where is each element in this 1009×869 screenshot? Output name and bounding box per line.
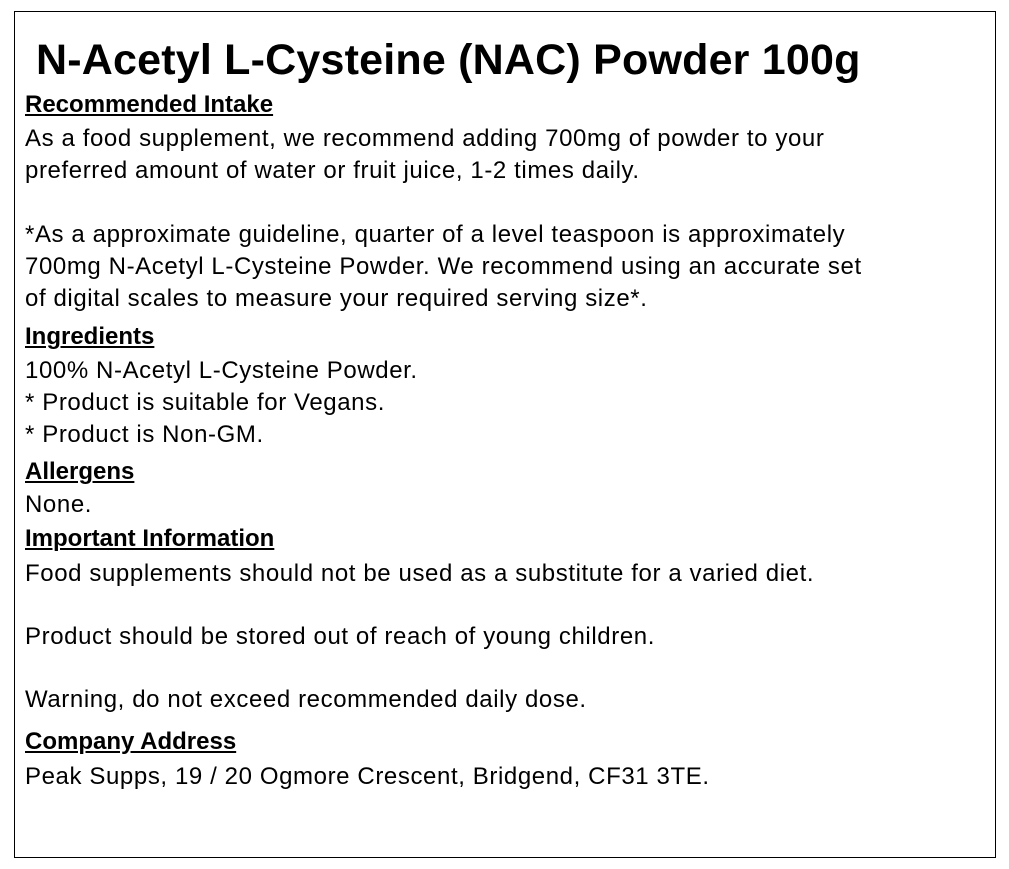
ingredients-line: * Product is suitable for Vegans. — [25, 389, 385, 416]
serving-guideline-line: of digital scales to measure your required serving size*. — [25, 285, 648, 312]
company-address-line: Peak Supps, 19 / 20 Ogmore Crescent, Bridgend, CF31 3TE. — [25, 763, 710, 790]
allergens-heading: Allergens — [25, 458, 135, 485]
important-information-line: Food supplements should not be used as a substitute for a varied diet. — [25, 560, 815, 587]
supplement-label-panel — [14, 11, 996, 858]
recommended-intake-line: preferred amount of water or fruit juice, 1-2 times daily. — [25, 157, 640, 184]
product-title: N-Acetyl L-Cysteine (NAC) Powder 100g — [36, 36, 861, 84]
ingredients-line: * Product is Non-GM. — [25, 421, 264, 448]
important-information-heading: Important Information — [25, 525, 275, 552]
recommended-intake-heading: Recommended Intake — [25, 91, 274, 118]
company-address-heading: Company Address — [25, 728, 237, 755]
important-information-line: Product should be stored out of reach of young children. — [25, 623, 655, 650]
serving-guideline-line: 700mg N-Acetyl L-Cysteine Powder. We recommend using an accurate set — [25, 253, 862, 280]
allergens-line: None. — [25, 491, 93, 518]
ingredients-heading: Ingredients — [25, 323, 155, 350]
ingredients-line: 100% N-Acetyl L-Cysteine Powder. — [25, 357, 418, 384]
recommended-intake-line: As a food supplement, we recommend adding 700mg of powder to your — [25, 125, 825, 152]
serving-guideline-line: *As a approximate guideline, quarter of a level teaspoon is approximately — [25, 221, 846, 248]
important-information-line: Warning, do not exceed recommended daily dose. — [25, 686, 587, 713]
